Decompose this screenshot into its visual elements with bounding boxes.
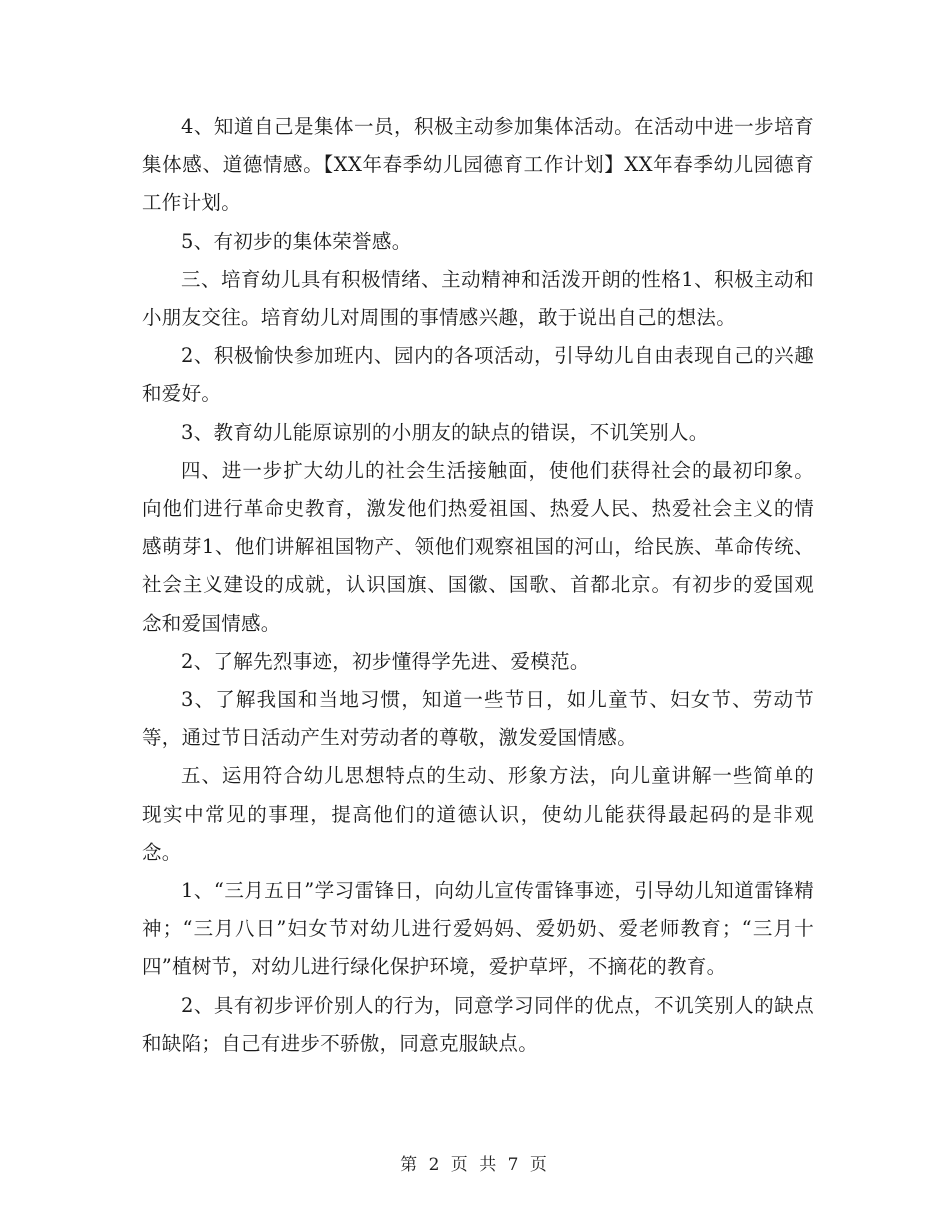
paragraph-item-1-lei-feng: 1、“三月五日”学习雷锋日，向幼儿宣传雷锋事迹，引导幼儿知道雷锋精神；“三月八日”妇女节对幼儿进行爱妈妈、爱奶奶、爱老师教育；“三月十四”植树节，对幼儿进行绿化保护环境，爱护草坪，不摘花的教育。 — [142, 879, 814, 979]
paragraph-item-3-forgive: 3、教育幼儿能原谅别的小朋友的缺点的错误，不讥笑别人。 — [181, 420, 709, 444]
paragraph-item-3-holidays: 3、了解我国和当地习惯，知道一些节日，如儿童节、妇女节、劳动节等，通过节日活动产生对劳动者的尊敬，激发爱国情感。 — [142, 688, 814, 750]
paragraph-item-5: 5、有初步的集体荣誉感。 — [181, 229, 412, 253]
document-body — [142, 108, 814, 1063]
paragraph-item-4: 4、知道自己是集体一员，积极主动参加集体活动。在活动中进一步培育集体感、道德情感。【XX年春季幼儿园德育工作计划】XX年春季幼儿园德育工作计划。 — [142, 115, 814, 215]
page-number-footer: 第 2 页 共 7 页 — [400, 1155, 550, 1175]
section-three-paragraph: 三、培育幼儿具有积极情绪、主动精神和活泼开朗的性格1、积极主动和小朋友交往。培育幼儿对周围的事情感兴趣，敢于说出自己的想法。 — [142, 267, 814, 330]
section-four-paragraph: 四、进一步扩大幼儿的社会生活接触面，使他们获得社会的最初印象。向他们进行革命史教育，激发他们热爱祖国、热爱人民、热爱社会主义的情感萌芽1、他们讲解祖国物产、领他们观察祖国的河山，给民族、革命传统、社会主义建设的成就，认识国旗、国徽、国歌、首都北京。有初步的爱国观念和爱国情感。 — [142, 458, 814, 635]
paragraph-item-2-martyrs: 2、了解先烈事迹，初步懂得学先进、爱模范。 — [181, 649, 590, 673]
paragraph-item-2-activities: 2、积极愉快参加班内、园内的各项活动，引导幼儿自由表现自己的兴趣和爱好。 — [142, 344, 814, 406]
section-five-paragraph: 五、运用符合幼儿思想特点的生动、形象方法，向儿童讲解一些简单的现实中常见的事理，提高他们的道德认识，使幼儿能获得最起码的是非观念。 — [142, 764, 814, 864]
paragraph-item-2-evaluate: 2、具有初步评价别人的行为，同意学习同伴的优点，不讥笑别人的缺点和缺陷；自己有进步不骄傲，同意克服缺点。 — [142, 993, 814, 1055]
